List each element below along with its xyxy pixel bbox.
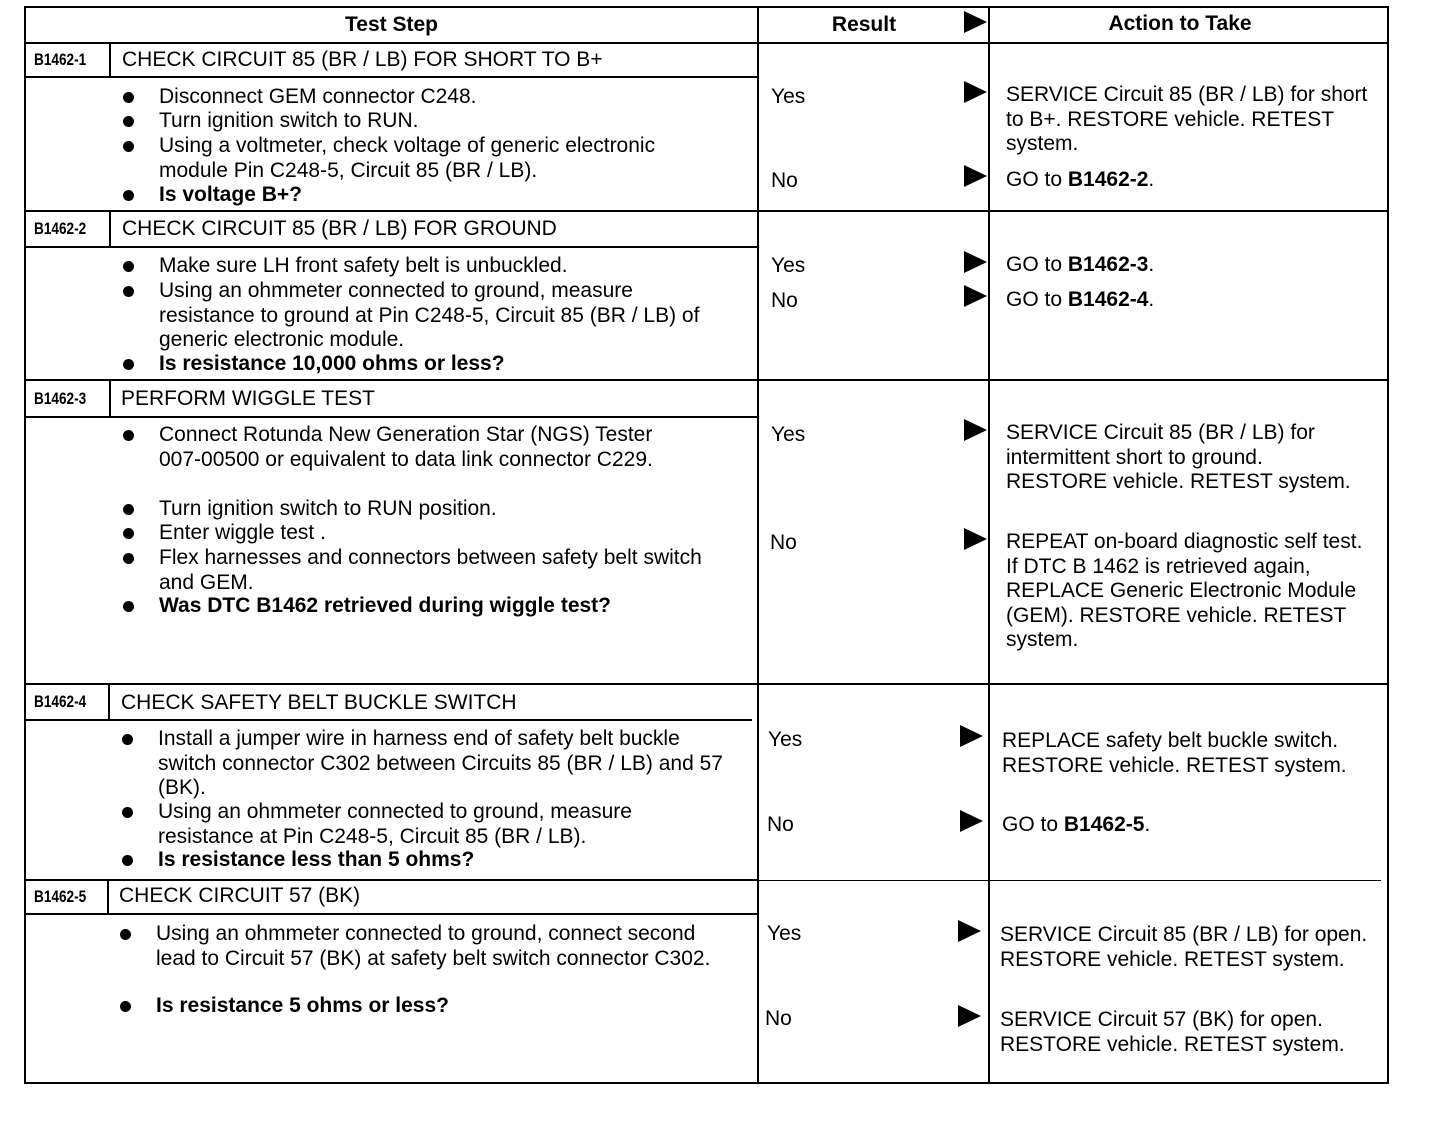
arrow-icon [960,810,983,832]
title-underline [24,416,757,418]
bullet-item: Using an ohmmeter connected to ground, measure resistance at Pin C248-5, Circuit 85 (BR / LB). [158,800,718,849]
arrow-icon [960,725,983,747]
bullet-icon [120,929,131,940]
bullet-item: Using an ohmmeter connected to ground, measure resistance to ground at Pin C248-5, Circuit 85 (BR / LB) of generic electronic module. [159,279,719,353]
row-divider-4-right [759,880,1381,881]
bullet-question: Is resistance less than 5 ohms? [158,848,738,873]
step-title: CHECK CIRCUIT 57 (BK) [119,884,361,907]
bullet-icon [120,1001,131,1012]
bullet-icon [123,504,134,515]
result-yes: Yes [768,728,803,751]
title-underline [24,913,757,915]
action-yes: REPLACE safety belt buckle switch. RESTORE vehicle. RETEST system. [1002,729,1347,777]
step-id: B1462-2 [34,219,87,238]
result-no: No [765,1007,792,1030]
action-no: GO to B1462-2. [1006,168,1155,191]
header-action: Action to Take [1108,12,1252,35]
bullet-item: Using an ohmmeter connected to ground, connect second lead to Circuit 57 (BK) at safety belt switch connector C302. [156,922,716,971]
bullet-icon [123,92,134,103]
goto-ref: B1462-5 [1063,813,1145,836]
step-id: B1462-3 [34,389,87,408]
arrow-icon [964,251,987,273]
bullet-icon [123,553,134,564]
column-divider-action [988,6,990,1084]
bullet-icon [123,190,134,201]
bullet-icon [123,261,134,272]
action-no: GO to B1462-4. [1006,288,1155,311]
result-yes: Yes [771,254,806,277]
action-yes: SERVICE Circuit 85 (BR / LB) for open. RESTORE vehicle. RETEST system. [1000,923,1368,971]
bullet-icon [123,286,134,297]
goto-ref: B1462-4 [1067,288,1149,311]
action-no: SERVICE Circuit 57 (BK) for open. RESTORE vehicle. RETEST system. [1000,1008,1345,1056]
action-yes: SERVICE Circuit 85 (BR / LB) for intermittent short to ground. RESTORE vehicle. RETEST system. [1006,421,1351,493]
result-no: No [767,813,794,836]
bullet-item: Turn ignition switch to RUN position. [159,497,739,522]
bullet-item: Using a voltmeter, check voltage of generic electronic module Pin C248-5, Circuit 85 (BR / LB). [159,134,719,183]
arrow-icon [964,419,987,441]
action-yes: GO to B1462-3. [1006,253,1155,276]
bullet-item: Turn ignition switch to RUN. [159,109,739,134]
header-test-step: Test Step [345,13,438,36]
id-cell-divider [109,210,111,246]
step-id: B1462-4 [34,692,87,711]
bullet-icon [122,855,133,866]
bullet-item: Make sure LH front safety belt is unbuckled. [159,254,739,279]
step-id: B1462-5 [34,887,87,906]
title-underline [24,246,757,248]
arrow-icon [964,81,987,103]
bullet-item: Connect Rotunda New Generation Star (NGS) Tester 007-00500 or equivalent to data link connector C229. [159,423,669,472]
bullet-item: Disconnect GEM connector C248. [159,85,739,110]
bullet-icon [123,141,134,152]
result-no: No [771,169,798,192]
result-yes: Yes [767,922,802,945]
bullet-question: Was DTC B1462 retrieved during wiggle test? [159,594,739,619]
bullet-icon [123,528,134,539]
bullet-icon [122,807,133,818]
bullet-question: Is resistance 5 ohms or less? [156,994,736,1019]
bullet-item: Install a jumper wire in harness end of safety belt buckle switch connector C302 between Circuits 85 (BR / LB) and 57 (BK). [158,727,728,801]
result-no: No [770,531,797,554]
row-divider-3 [24,683,1389,685]
result-yes: Yes [771,85,806,108]
goto-ref: B1462-3 [1067,253,1149,276]
arrow-icon [958,920,981,942]
step-title: CHECK SAFETY BELT BUCKLE SWITCH [121,691,517,714]
row-divider-2 [24,379,1389,381]
result-no: No [771,289,798,312]
id-cell-divider [108,683,110,720]
arrow-icon [964,285,987,307]
header-result: Result [831,13,897,36]
bullet-item: Flex harnesses and connectors between safety belt switch and GEM. [159,546,739,595]
bullet-icon [123,601,134,612]
arrow-icon [958,1005,981,1027]
step-id: B1462-1 [34,50,87,69]
step-title: CHECK CIRCUIT 85 (BR / LB) FOR GROUND [122,217,557,240]
bullet-icon [123,359,134,370]
bullet-question: Is voltage B+? [159,183,739,208]
id-cell-divider [107,879,109,914]
id-cell-divider [109,42,111,78]
bullet-item: Enter wiggle test . [159,521,739,546]
action-yes: SERVICE Circuit 85 (BR / LB) for short to B+. RESTORE vehicle. RETEST system. [1006,83,1368,155]
arrow-icon [964,165,987,187]
arrow-icon [964,528,987,550]
column-divider-result [757,6,759,1084]
action-no: REPEAT on-board diagnostic self test. If DTC B 1462 is retrieved again, REPLACE Generic Electronic Module (GEM). RESTORE vehicle. RETEST system. [1006,530,1363,651]
result-yes: Yes [771,423,806,446]
bullet-icon [122,734,133,745]
bullet-icon [123,116,134,127]
bullet-icon [123,430,134,441]
goto-ref: B1462-2 [1067,168,1149,191]
header-arrow-icon [964,11,987,33]
id-cell-divider [109,379,111,417]
step-title: PERFORM WIGGLE TEST [121,387,375,410]
action-no: GO to B1462-5. [1002,813,1151,836]
bullet-question: Is resistance 10,000 ohms or less? [159,352,739,377]
step-title: CHECK CIRCUIT 85 (BR / LB) FOR SHORT TO B+ [122,48,603,71]
